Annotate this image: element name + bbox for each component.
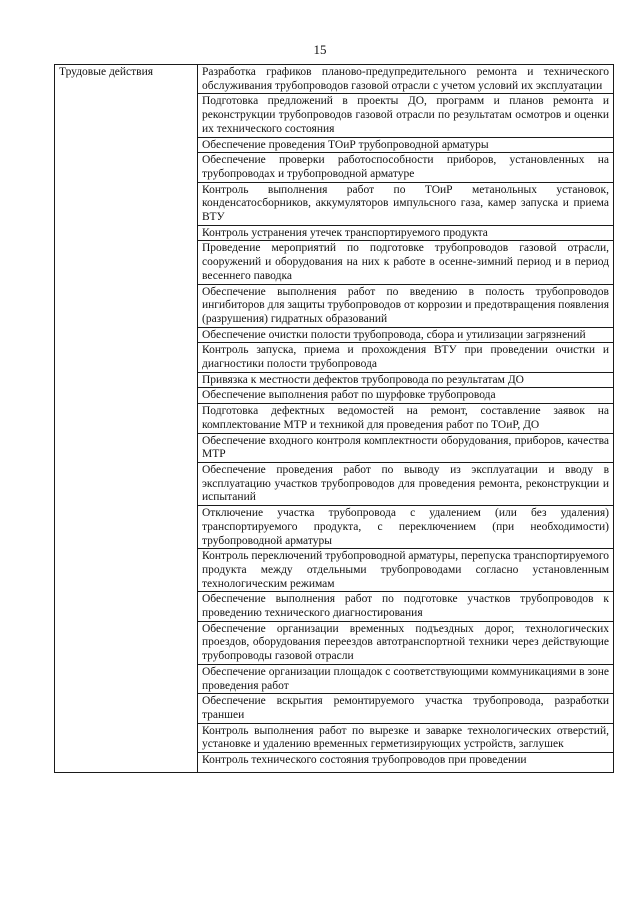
labor-action-text: Подготовка дефектных ведомостей на ремонт, составление заявок на комплектование МТР и техникой для проведения работ по ТОиР, ДО [202, 405, 609, 431]
labor-action-text: Обеспечение организации временных подъездных дорог, технологических проездов, оборудования переездов автотранспортной техники через действующие трубопроводы газовой отрасли [202, 622, 609, 663]
labor-action-text: Обеспечение вскрытия ремонтируемого участка трубопровода, разработки траншеи [202, 695, 609, 721]
labor-action-text: Отключение участка трубопровода с удалением (или без удаления) транспортируемого продукта, с переключением (при необходимости) трубопроводной арматуры [202, 507, 609, 547]
labor-action-cell [198, 137, 614, 153]
labor-action-text: Контроль выполнения работ по вырезке и заварке технологических отверстий, установке и удалению временных герметизирующих устройств, заглушек [202, 724, 609, 751]
labor-action-text: Разработка графиков планово-предупредительного ремонта и технического обслуживания трубопроводов газовой отрасли с учетом условий их эксплуатации [202, 66, 609, 92]
labor-action-cell [198, 723, 614, 752]
labor-action-text: Обеспечение проведения работ по выводу из эксплуатации и вводу в эксплуатацию участков трубопроводов для проведения ремонта, реконструкции и испытаний [202, 463, 609, 504]
labor-action-cell [198, 225, 614, 241]
labor-action-text: Обеспечение выполнения работ по подготовке участков трубопроводов к проведению технического диагностирования [202, 593, 609, 620]
labor-action-cell [198, 153, 614, 182]
labor-action-text: Обеспечение выполнения работ по введению в полость трубопроводов ингибиторов для защиты трубопроводов от коррозии и предотвращения появления (разрушения) гидратных образований [202, 285, 609, 325]
labor-action-cell [198, 404, 614, 433]
labor-action-cell [198, 284, 614, 327]
labor-action-text: Подготовка предложений в проекты ДО, программ и планов ремонта и реконструкции трубопроводов газовой отрасли по результатам осмотров и оценки их технического состояния [202, 95, 609, 135]
row-header-labor-actions: Трудовые действия [55, 65, 198, 773]
table-body [55, 65, 614, 773]
labor-action-text: Обеспечение очистки полости трубопровода, сбора и утилизации загрязнений [202, 328, 586, 341]
table-row [55, 65, 614, 94]
labor-action-text: Обеспечение проверки работоспособности приборов, установленных на трубопроводах и трубопроводной арматуре [202, 154, 609, 180]
labor-action-cell [198, 388, 614, 404]
labor-action-text: Контроль технического состояния трубопроводов при проведении [202, 754, 527, 767]
labor-action-cell [198, 327, 614, 343]
labor-action-cell [198, 621, 614, 664]
labor-action-cell [198, 506, 614, 549]
labor-action-cell [198, 65, 614, 94]
labor-action-cell [198, 592, 614, 621]
labor-action-cell [198, 241, 614, 284]
labor-action-cell [198, 664, 614, 693]
labor-action-cell [198, 549, 614, 592]
labor-action-text: Контроль выполнения работ по ТОиР метанольных установок, конденсатосборников, аккумуляторов импульсного газа, камер запуска и приема ВТУ [202, 183, 609, 224]
labor-action-text: Обеспечение проведения ТОиР трубопроводной арматуры [202, 138, 489, 151]
labor-action-cell [198, 182, 614, 225]
labor-action-text: Обеспечение входного контроля комплектности оборудования, приборов, качества МТР [202, 434, 609, 461]
labor-action-cell [198, 433, 614, 462]
labor-actions-table [54, 64, 614, 773]
labor-action-cell [198, 694, 614, 723]
labor-action-text: Привязка к местности дефектов трубопровода по результатам ДО [202, 373, 524, 386]
labor-action-text: Проведение мероприятий по подготовке трубопроводов газовой отрасли, сооружений и оборудования на них к работе в осенне-зимний период и в период весеннего паводка [202, 242, 609, 282]
labor-action-text: Контроль устранения утечек транспортируемого продукта [202, 226, 488, 239]
labor-action-cell [198, 343, 614, 372]
labor-action-text: Контроль переключений трубопроводной арматуры, перепуска транспортируемого продукта между отдельными трубопроводами согласно установленным технологическим режимам [202, 550, 609, 590]
labor-action-cell [198, 753, 614, 773]
labor-action-text: Контроль запуска, приема и прохождения ВТУ при проведении очистки и диагностики полости трубопровода [202, 344, 609, 371]
labor-action-cell [198, 372, 614, 388]
labor-action-text: Обеспечение организации площадок с соответствующими коммуникациями в зоне проведения работ [202, 665, 609, 692]
labor-action-cell [198, 94, 614, 137]
page-number: 15 [313, 42, 327, 57]
labor-action-text: Обеспечение выполнения работ по шурфовке трубопровода [202, 389, 496, 402]
labor-action-cell [198, 462, 614, 505]
